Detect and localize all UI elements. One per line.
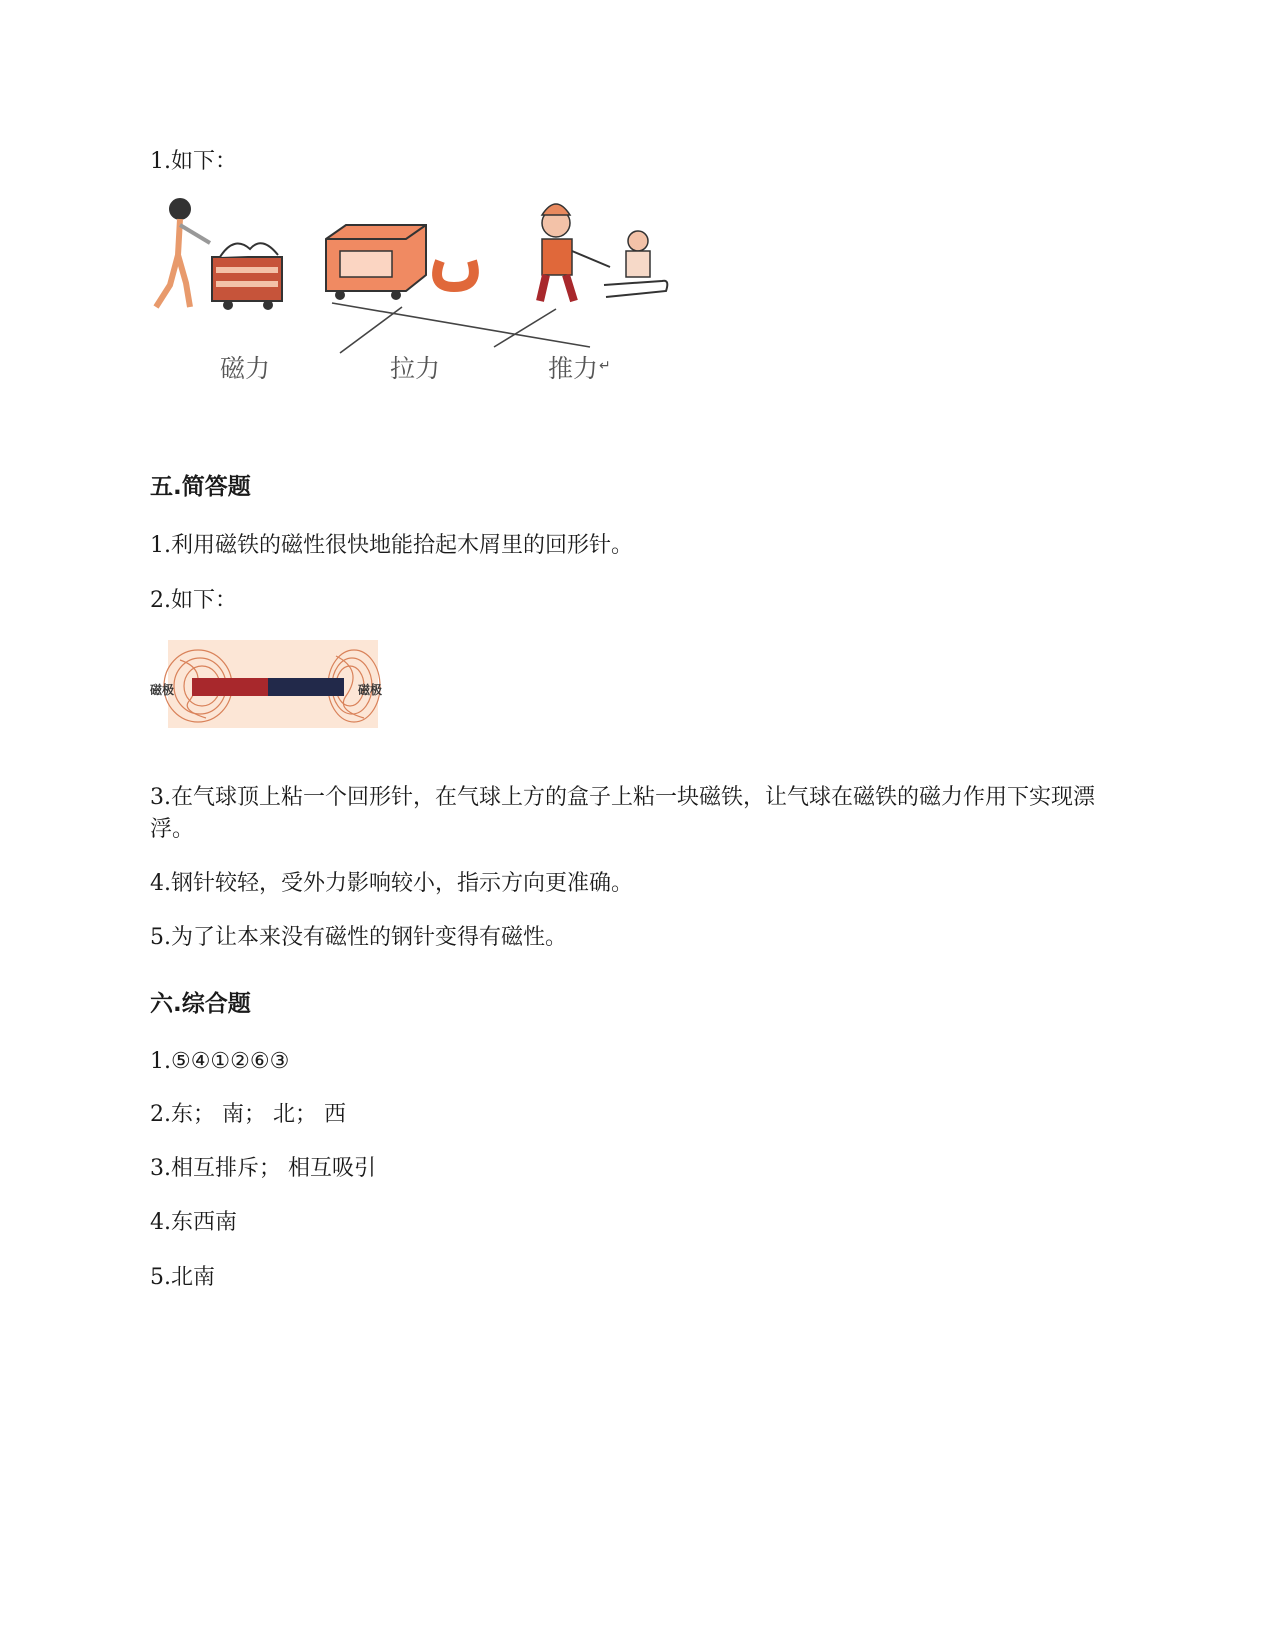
matching-lines (332, 303, 590, 353)
magnet-blue-half (268, 678, 344, 696)
boy-pushing-cart-image (156, 199, 210, 307)
bar-magnet-figure (150, 640, 385, 730)
pole-label-right: 磁极 (358, 683, 383, 697)
section-five-title: 五.简答题 (150, 474, 251, 500)
label-pull-force: 拉力 (390, 354, 441, 383)
answer-6-1: 1.⑤④①②⑥③ (150, 1049, 290, 1074)
label-push-force: 推力 (548, 354, 599, 383)
force-matching-figure (150, 195, 690, 395)
answer-5-1: 1.利用磁铁的磁性很快地能拾起木屑里的回形针。 (150, 533, 633, 558)
answer-5-3: 3.在气球顶上粘一个回形针，在气球上方的盒子上粘一块磁铁，让气球在磁铁的磁力作用下实现漂浮。 (150, 785, 1095, 842)
magnet-red-half (192, 678, 268, 696)
child-pulling-sled-image (540, 204, 667, 301)
pole-label-left: 磁极 (150, 683, 175, 697)
answer-6-5: 5.北南 (150, 1265, 215, 1290)
answer-6-2: 2.东； 南； 北； 西 (150, 1102, 346, 1127)
horseshoe-magnet-icon (437, 261, 474, 287)
answer-5-5: 5.为了让本来没有磁性的钢针变得有磁性。 (150, 925, 567, 950)
answer-4-1: 1.如下： (150, 149, 237, 174)
answer-5-2: 2.如下： (150, 588, 237, 613)
section-six-title: 六.综合题 (150, 991, 251, 1017)
return-mark: ↵ (599, 358, 611, 374)
cart-image (212, 243, 282, 310)
answer-5-4: 4.钢针较轻，受外力影响较小，指示方向更准确。 (150, 871, 633, 896)
box-cart-image (326, 225, 426, 300)
answer-6-3: 3.相互排斥； 相互吸引 (150, 1156, 376, 1181)
bar-magnet-image (150, 640, 385, 730)
label-magnetic-force: 磁力 (220, 354, 271, 383)
answer-6-4: 4.东西南 (150, 1210, 237, 1235)
